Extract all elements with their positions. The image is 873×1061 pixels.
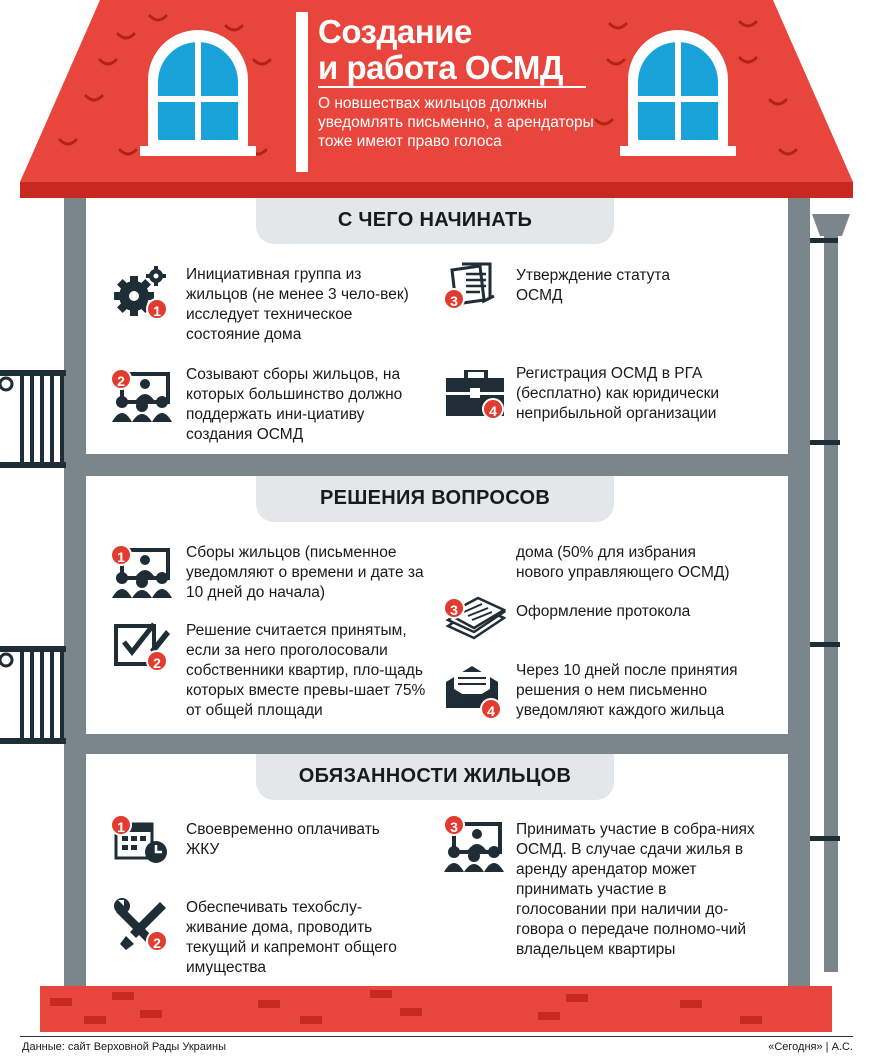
step-badge: 1 — [110, 544, 132, 566]
section-title-decisions: РЕШЕНИЯ ВОПРОСОВ — [256, 476, 614, 522]
step-badge: 3 — [443, 288, 465, 310]
step-badge: 3 — [443, 814, 465, 836]
author-credit: «Сегодня» | А.С. — [768, 1041, 853, 1053]
decision-step-3-text: Оформление протокола — [516, 603, 691, 620]
footer-divider — [20, 1036, 853, 1037]
step-badge: 4 — [482, 398, 504, 420]
section-title-start: С ЧЕГО НАЧИНАТЬ — [256, 198, 614, 244]
balcony-lower — [0, 646, 66, 746]
decision-step-2-continuation: дома (50% для избрания нового управляющего ОСМД) — [516, 544, 730, 581]
chimney — [612, 0, 662, 14]
step-badge: 1 — [146, 298, 168, 320]
decision-step-2-text: Решение считается принятым, если за него проголосовали собственники квартир, пло-щадь которых вместе превы-шает 75% от общей площади — [186, 622, 426, 719]
decision-step-1-text: Сборы жильцов (письменное уведомляют о времени и дате за 10 дней до начала) — [186, 544, 424, 601]
section-title-duties: ОБЯЗАННОСТИ ЖИЛЬЦОВ — [256, 754, 614, 800]
step-badge: 1 — [110, 814, 132, 836]
page-title: Создание и работа ОСМД — [318, 13, 563, 86]
step-badge: 2 — [146, 650, 168, 672]
page-subtitle: О новшествах жильцов должны уведомлять письменно, а арендаторы тоже имеют право голоса — [318, 95, 594, 150]
balcony-upper — [0, 370, 66, 470]
duty-3-text: Принимать участие в собра-ниях ОСМД. В случае сдачи жилья в аренду арендатор может принимать участие в голосовании при наличии до-говора о передаче полномо-чий владельцем квартиры — [516, 821, 755, 958]
duty-2-text: Обеспечивать техобслу-живание дома, проводить текущий и капремонт общего имущества — [186, 899, 397, 976]
start-step-1-text: Инициативная группа из жильцов (не менее 3 чело-век) исследует техническое состояние дома — [186, 266, 409, 343]
title-underline — [318, 86, 586, 88]
step-badge: 2 — [146, 930, 168, 952]
title-accent-bar — [296, 12, 308, 172]
start-step-3-text: Утверждение статута ОСМД — [516, 267, 670, 304]
step-badge: 2 — [110, 368, 132, 390]
drainpipe — [810, 214, 855, 974]
step-badge: 3 — [443, 597, 465, 619]
duty-1-text: Своевременно оплачивать ЖКУ — [186, 821, 380, 858]
step-badge: 4 — [480, 698, 502, 720]
foundation-bricks — [40, 986, 832, 1032]
data-source: Данные: сайт Верховной Рады Украины — [22, 1041, 227, 1053]
start-step-2-text: Созывают сборы жильцов, на которых большинство должно поддержать ини-циативу создания ОСМД — [186, 366, 403, 443]
start-step-4-text: Регистрация ОСМД в РГА (бесплатно) как юридически неприбыльной организации — [516, 365, 720, 422]
decision-step-4-text: Через 10 дней после принятия решения о нем письменно уведомляют каждого жильца — [516, 662, 738, 719]
